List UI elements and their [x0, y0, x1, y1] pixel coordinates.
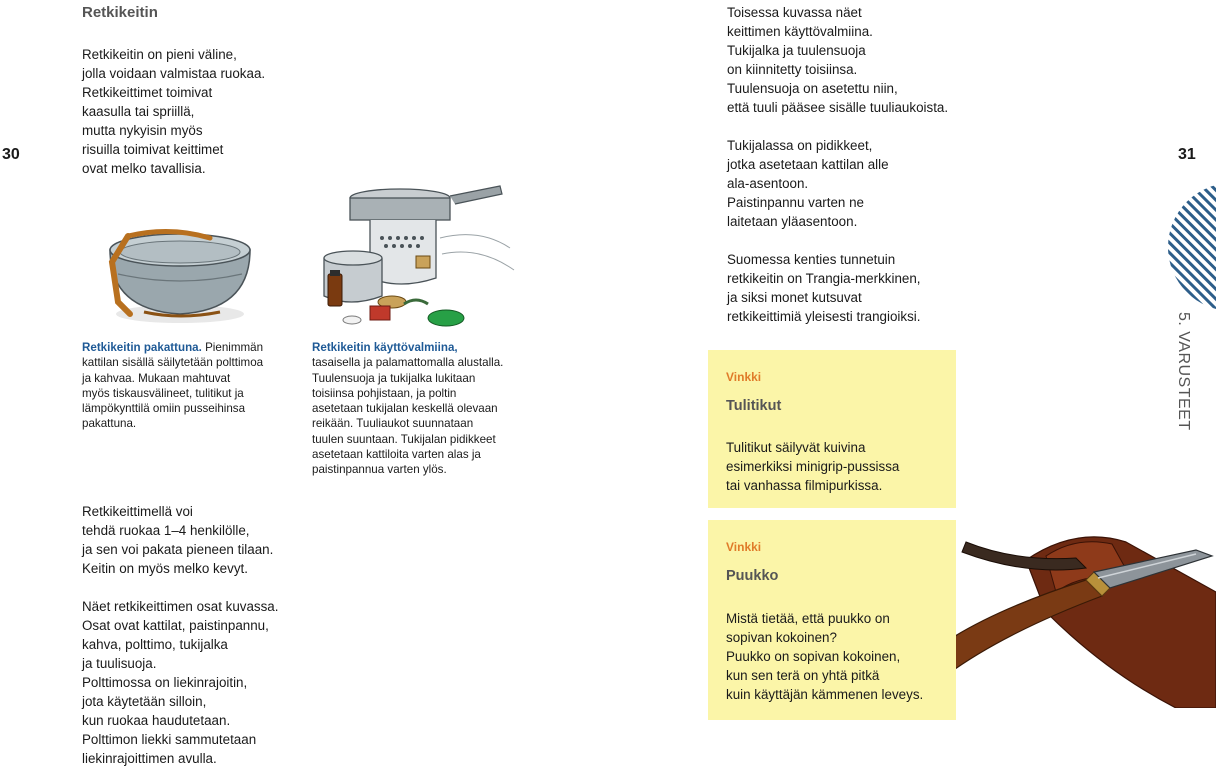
tip-label: Vinkki — [726, 540, 762, 554]
caption-packed-text: Pienimmän kattilan sisällä säilytetään polttimoa ja kahvaa. Mukaan mahtuvat myös tiskausvälineet, tulitikut ja lämpökynttilä omiin pusseihinsa pakattuna. — [82, 341, 264, 431]
holders-paragraph: Tukijalassa on pidikkeet, jotka asetetaan kattilan alle ala-asentoon. Paistinpannu varten ne laitetaan yläasentoon. — [727, 138, 889, 229]
trangia-paragraph: Suomessa kenties tunnetuin retkikeitin on Trangia-merkkinen, ja siksi monet kutsuvat retkikeittimiä yleisesti trangioiksi. — [727, 252, 921, 324]
page-number-left: 30 — [2, 146, 20, 163]
chapter-label: 5. VARUSTEET — [1175, 312, 1192, 431]
section-title: Retkikeitin — [82, 4, 158, 21]
tip-box-knife — [708, 520, 956, 720]
caption-ready — [312, 340, 544, 478]
caption-packed — [82, 340, 304, 432]
tip-title: Puukko — [726, 568, 779, 584]
caption-ready-text: tasaisella ja palamattomalla alustalla. Tuulensuoja ja tukijalka lukitaan toisiinsa pohjistaan, ja poltin asetetaan tukijalan keskellä olevaan reikään. Tuuliaukot suunnataan tuulen suuntaan. Tukijalan pidikkeet asetetaan kattiloita varten alas ja paistinpannua varten ylös. — [312, 356, 504, 477]
tip-title: Tulitikut — [726, 398, 782, 414]
page-number-right: 31 — [1178, 146, 1196, 163]
knife-illustration — [926, 522, 1216, 708]
parts-paragraph: Näet retkikeittimen osat kuvassa. Osat ovat kattilat, paistinpannu, kahva, polttimo, tukijalka ja tuulisuoja. Polttimossa on liekinrajoitin, jota käytetään silloin, kun ruokaa haudutetaan. Polttimon liekki sammutetaan liekinrajoittimen avulla. — [82, 599, 279, 766]
intro-paragraph: Retkikeitin on pieni väline, jolla voidaan valmistaa ruokaa. Retkikeittimet toimivat kaasulla tai spriillä, mutta nykyisin myös risuilla toimivat keittimet ovat melko tavallisia. — [82, 47, 266, 176]
capacity-paragraph: Retkikeittimellä voi tehdä ruokaa 1–4 henkilölle, ja sen voi pakata pieneen tilaan. Keitin on myös melko kevyt. — [82, 504, 274, 576]
tip-box-matches — [708, 350, 956, 508]
ready-stove-illustration — [320, 178, 520, 330]
second-image-paragraph: Toisessa kuvassa näet keittimen käyttövalmiina. Tukijalka ja tuulensuoja on kiinnitetty toisiinsa. Tuulensuoja on asetettu niin, että tuuli pääsee sisälle tuuliaukoista. — [727, 5, 949, 115]
tip-label: Vinkki — [726, 370, 762, 384]
caption-packed-title: Retkikeitin pakattuna. — [82, 341, 202, 354]
tip-text: Mistä tietää, että puukko on sopivan kokoinen? Puukko on sopivan kokoinen, kun sen terä on yhtä pitkä kuin käyttäjän kämmenen leveys. — [726, 611, 924, 702]
packed-stove-illustration — [100, 222, 260, 327]
caption-ready-title: Retkikeitin käyttövalmiina, — [312, 341, 458, 354]
decorative-stripes — [1166, 182, 1216, 312]
tip-text: Tulitikut säilyvät kuivina esimerkiksi minigrip-pussissa tai vanhassa filmipurkissa. — [726, 440, 900, 493]
